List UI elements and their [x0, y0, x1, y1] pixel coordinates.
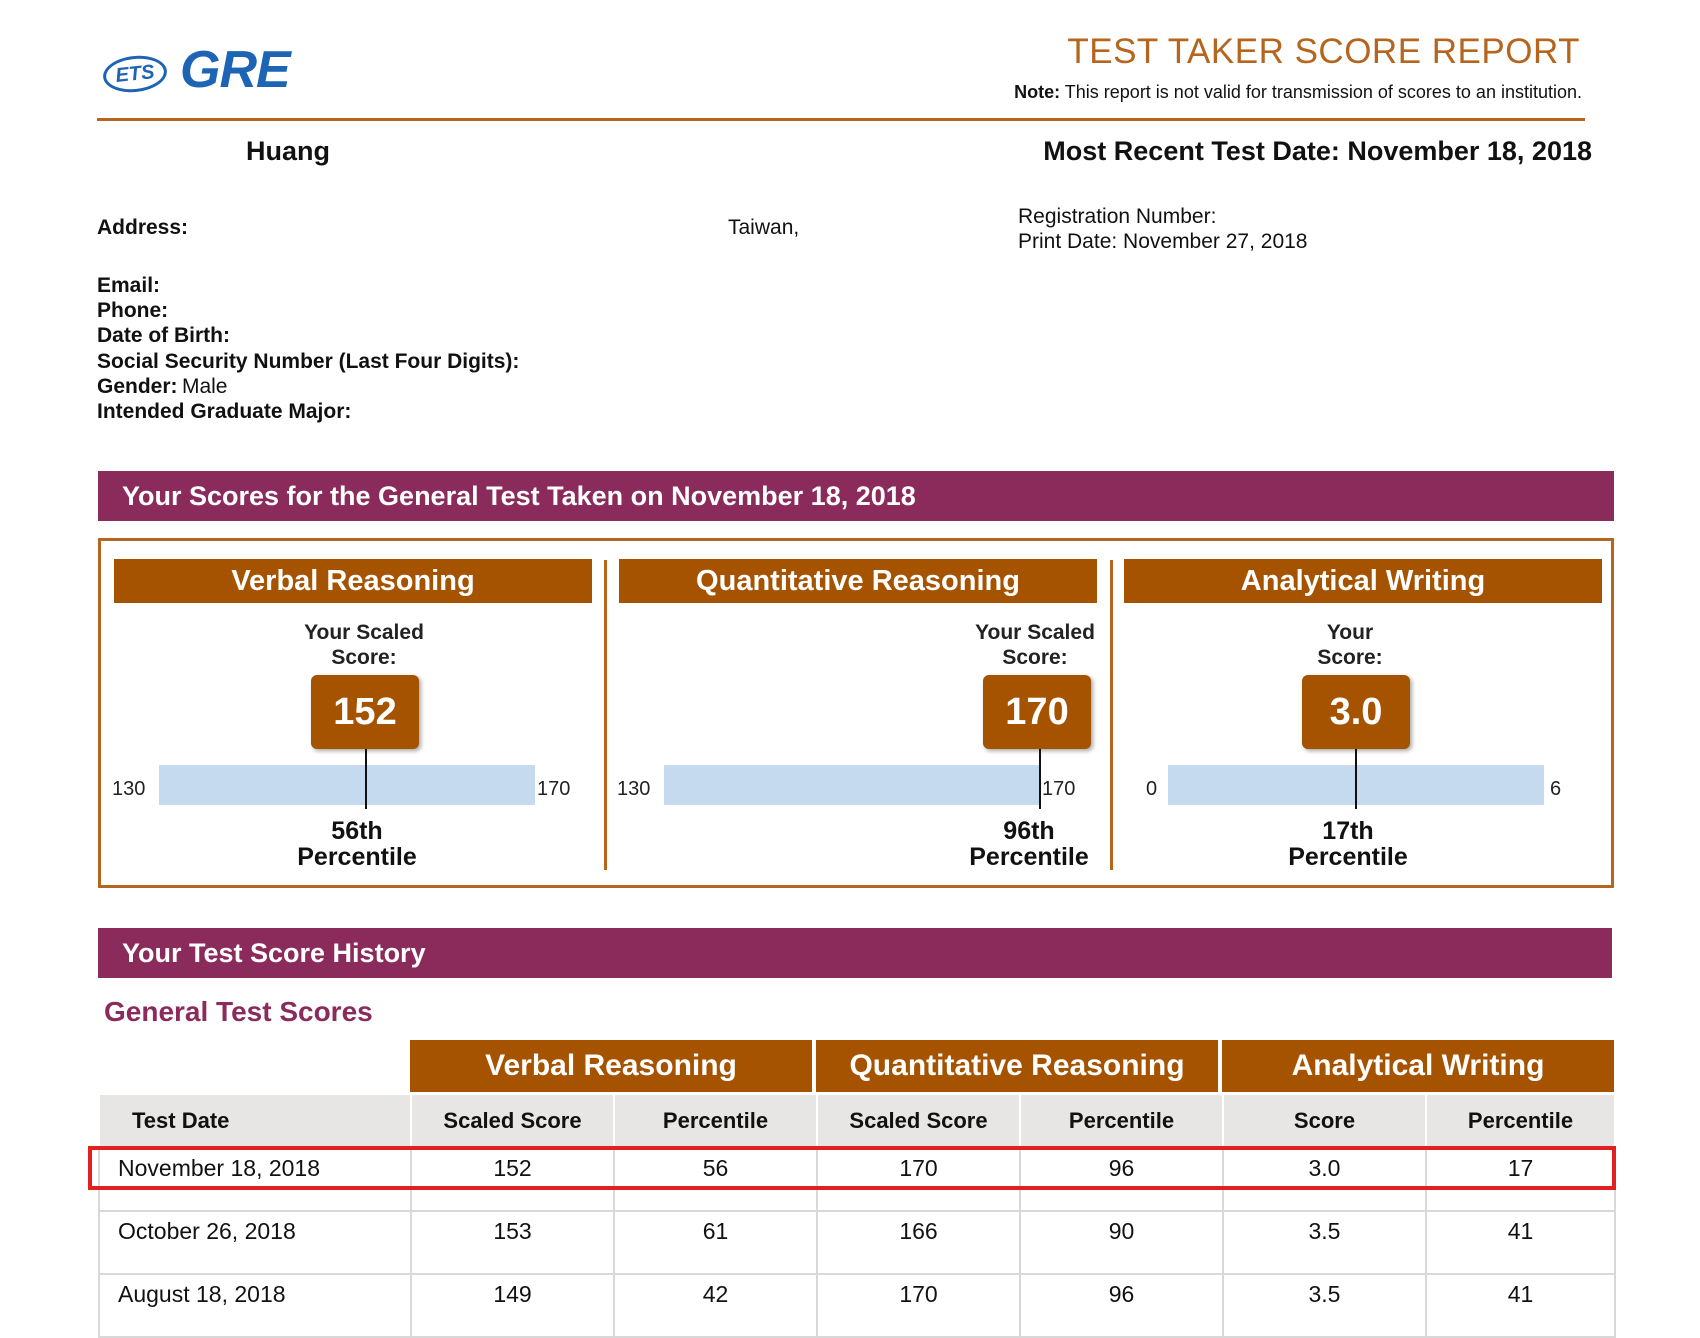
panel-divider [604, 560, 607, 870]
verbal-section-header: Verbal Reasoning [114, 559, 592, 603]
column-header: Scaled Score [411, 1094, 614, 1148]
score-label-line: Score: [1317, 646, 1383, 669]
table-cell: 42 [614, 1274, 817, 1337]
table-row [99, 1211, 1615, 1274]
writing-percentile [1248, 818, 1448, 870]
quant-max-tick: 170 [1042, 778, 1076, 800]
latest-row-highlight [88, 1146, 1616, 1190]
report-title: TEST TAKER SCORE REPORT [1067, 32, 1580, 71]
table-cell: 3.5 [1223, 1274, 1426, 1337]
writing-section-header: Analytical Writing [1124, 559, 1602, 603]
table-cell: November 18, 2018 [99, 1148, 411, 1211]
column-header: Percentile [614, 1094, 817, 1148]
address-label: Address: [97, 216, 189, 239]
quant-section-header: Quantitative Reasoning [619, 559, 1097, 603]
table-cell: 170 [817, 1148, 1020, 1211]
table-cell: August 18, 2018 [99, 1274, 411, 1337]
table-cell: October 26, 2018 [99, 1211, 411, 1274]
verbal-score-box: 152 [311, 675, 419, 749]
table-cell: 41 [1426, 1274, 1615, 1337]
major-label: Intended Graduate Major: [97, 400, 352, 423]
ssn-label: Social Security Number (Last Four Digits): [97, 350, 520, 373]
table-cell: 41 [1426, 1211, 1615, 1274]
history-group-verbal: Verbal Reasoning [410, 1040, 812, 1092]
scores-section-title: Your Scores for the General Test Taken on November 18, 2018 [98, 471, 1614, 521]
table-cell: 56 [614, 1148, 817, 1211]
score-label-line: Your [1326, 621, 1374, 644]
dob-label: Date of Birth: [97, 324, 230, 347]
most-recent-test-date: Most Recent Test Date: November 18, 2018 [1043, 136, 1592, 166]
quant-score-box: 170 [983, 675, 1091, 749]
ets-logo: ETS [101, 53, 168, 95]
quant-min-tick: 130 [617, 778, 651, 800]
email-label: Email: [97, 274, 161, 297]
verbal-percentile [257, 818, 457, 870]
verbal-score-label [284, 620, 444, 670]
address-value: Taiwan, [728, 216, 800, 239]
column-header: Score [1223, 1094, 1426, 1148]
gender-value: Male [181, 375, 228, 398]
writing-min-tick: 0 [1146, 778, 1158, 800]
table-cell: 61 [614, 1211, 817, 1274]
quant-range-bar [664, 765, 1040, 805]
gender-row [97, 375, 228, 399]
table-cell: 153 [411, 1211, 614, 1274]
percentile-label: Percentile [1288, 843, 1408, 871]
note-label: Note: [1014, 82, 1061, 102]
history-group-quant: Quantitative Reasoning [816, 1040, 1218, 1092]
quant-percentile [929, 818, 1129, 870]
column-header: Percentile [1426, 1094, 1615, 1148]
note-text: This report is not valid for transmission of scores to an institution. [1064, 82, 1582, 102]
writing-score-label [1270, 620, 1430, 670]
percentile-value: 96th [1003, 817, 1055, 845]
table-cell: 166 [817, 1211, 1020, 1274]
print-date: Print Date: November 27, 2018 [1018, 230, 1308, 253]
score-label-line: Score: [331, 646, 397, 669]
verbal-max-tick: 170 [537, 778, 571, 800]
verbal-range-bar [159, 765, 535, 805]
phone-label: Phone: [97, 299, 169, 322]
verbal-score-marker [365, 749, 367, 809]
score-label-line: Your Scaled [975, 621, 1095, 644]
percentile-label: Percentile [969, 843, 1089, 871]
test-taker-name: Huang [246, 136, 330, 166]
header-divider [97, 118, 1585, 121]
column-header: Percentile [1020, 1094, 1223, 1148]
table-cell: 170 [817, 1274, 1020, 1337]
history-section-title: Your Test Score History [98, 928, 1612, 978]
table-cell: 90 [1020, 1211, 1223, 1274]
writing-score-box: 3.0 [1302, 675, 1410, 749]
table-cell: 17 [1426, 1148, 1615, 1211]
quant-score-marker [1039, 749, 1041, 809]
percentile-value: 56th [331, 817, 383, 845]
percentile-value: 17th [1322, 817, 1374, 845]
verbal-min-tick: 130 [112, 778, 146, 800]
table-cell: 149 [411, 1274, 614, 1337]
report-note [1014, 82, 1582, 103]
score-history-table [98, 1093, 1616, 1338]
table-cell: 96 [1020, 1148, 1223, 1211]
score-label-line: Score: [1002, 646, 1068, 669]
column-header: Test Date [99, 1094, 411, 1148]
registration-number-label: Registration Number: [1018, 205, 1217, 228]
table-cell: 3.5 [1223, 1211, 1426, 1274]
table-cell: 3.0 [1223, 1148, 1426, 1211]
score-label-line: Your Scaled [304, 621, 424, 644]
percentile-label: Percentile [297, 843, 417, 871]
table-cell: 152 [411, 1148, 614, 1211]
writing-score-marker [1355, 749, 1357, 809]
gender-label: Gender: [97, 375, 178, 398]
table-header-row [99, 1094, 1615, 1148]
gre-logo: GRE [180, 41, 290, 99]
quant-score-label [955, 620, 1115, 670]
general-test-scores-title: General Test Scores [104, 996, 373, 1027]
writing-max-tick: 6 [1550, 778, 1562, 800]
history-group-writing: Analytical Writing [1222, 1040, 1614, 1092]
table-cell: 96 [1020, 1274, 1223, 1337]
column-header: Scaled Score [817, 1094, 1020, 1148]
